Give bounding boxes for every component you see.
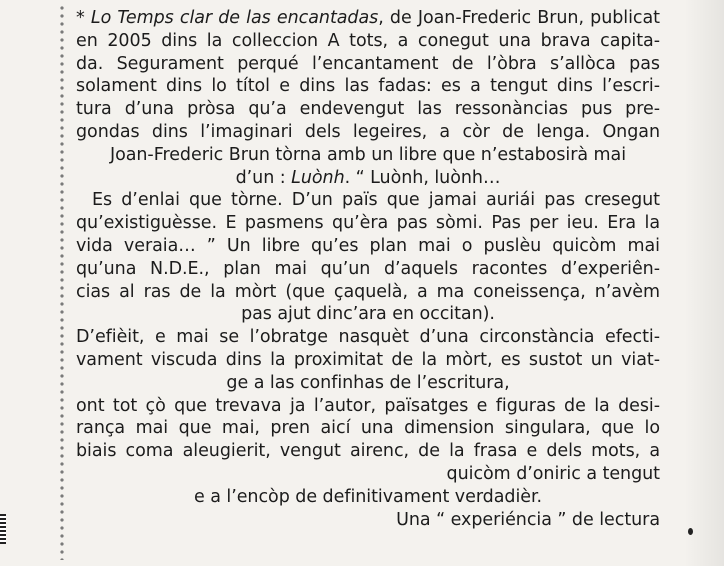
text-line: Una “ experiéncia ” de lectura xyxy=(396,509,660,530)
text-line: ont tot çò que trevava ja l’autor, païsatges e figuras de la desi- xyxy=(76,395,660,416)
text-line: gondas dins l’imaginari dels legeires, a còr de lenga. Ongan xyxy=(76,121,660,142)
text-line: ge a las confinhas de l’escritura, xyxy=(226,372,510,393)
text-line: qu’una N.D.E., plan mai qu’un d’aquels racontes d’experiên- xyxy=(76,258,660,279)
text-line: cias al ras de la mòrt (que çaquelà, a ma coneissença, n’avèm xyxy=(76,281,660,302)
text-line: Joan-Frederic Brun tòrna amb un libre que n’estabosirà mai xyxy=(109,144,627,165)
text-line: vida veraia… ” Un libre qu’es plan mai o puslèu quicòm mai xyxy=(76,235,660,256)
book-title: Luònh xyxy=(291,167,345,188)
book-title: Lo Temps clar de las encantadas xyxy=(90,8,379,28)
text-line: pas ajut dinc’ara en occitan). xyxy=(241,304,495,325)
text-line: en 2005 dins la colleccion A tots, a conegut una brava capita- xyxy=(76,30,660,51)
text-line: d’un : Luònh. “ Luònh, luònh… xyxy=(235,167,501,188)
text-line: * Lo Temps clar de las encantadas, de Joan-Frederic Brun, publicat xyxy=(76,8,660,28)
text-line: tura d’una pròsa qu’a endevengut las ressonàncias pus pre- xyxy=(76,99,660,120)
bullet-dot xyxy=(688,528,693,535)
text-line: rança mai que mai, pren aicí una dimension singulara, que lo xyxy=(76,418,660,439)
page-edge-shadow xyxy=(684,0,724,566)
text-line: da. Segurament perqué l’encantament de l’òbra s’allòca pas xyxy=(76,53,660,74)
margin-mark xyxy=(0,514,6,544)
text-line: e a l’encòp de definitivament verdadièr. xyxy=(193,486,543,507)
dotted-border xyxy=(58,4,68,560)
text-line: vament viscuda dins la proximitat de la mòrt, es sustot un viat- xyxy=(76,349,660,370)
text-line: qu’existiguèsse. E pasmens qu’èra pas sòmi. Pas per ieu. Era la xyxy=(76,213,660,234)
text-line: biais coma aleugierit, vengut airenc, de la frasa e dels mots, a xyxy=(76,441,660,462)
text-line: solament dins lo títol e dins las fadas: es a tengut dins l’escri- xyxy=(76,76,660,97)
text-line: quicòm d’oniric a tengut xyxy=(446,463,660,484)
text-line: D’efièit, e mai se l’obratge nasquèt d’una circonstància efecti- xyxy=(76,327,660,348)
article-text xyxy=(76,7,660,531)
text-line: Es d’enlai que tòrne. D’un païs que jamai auriái pas cresegut xyxy=(92,190,660,211)
